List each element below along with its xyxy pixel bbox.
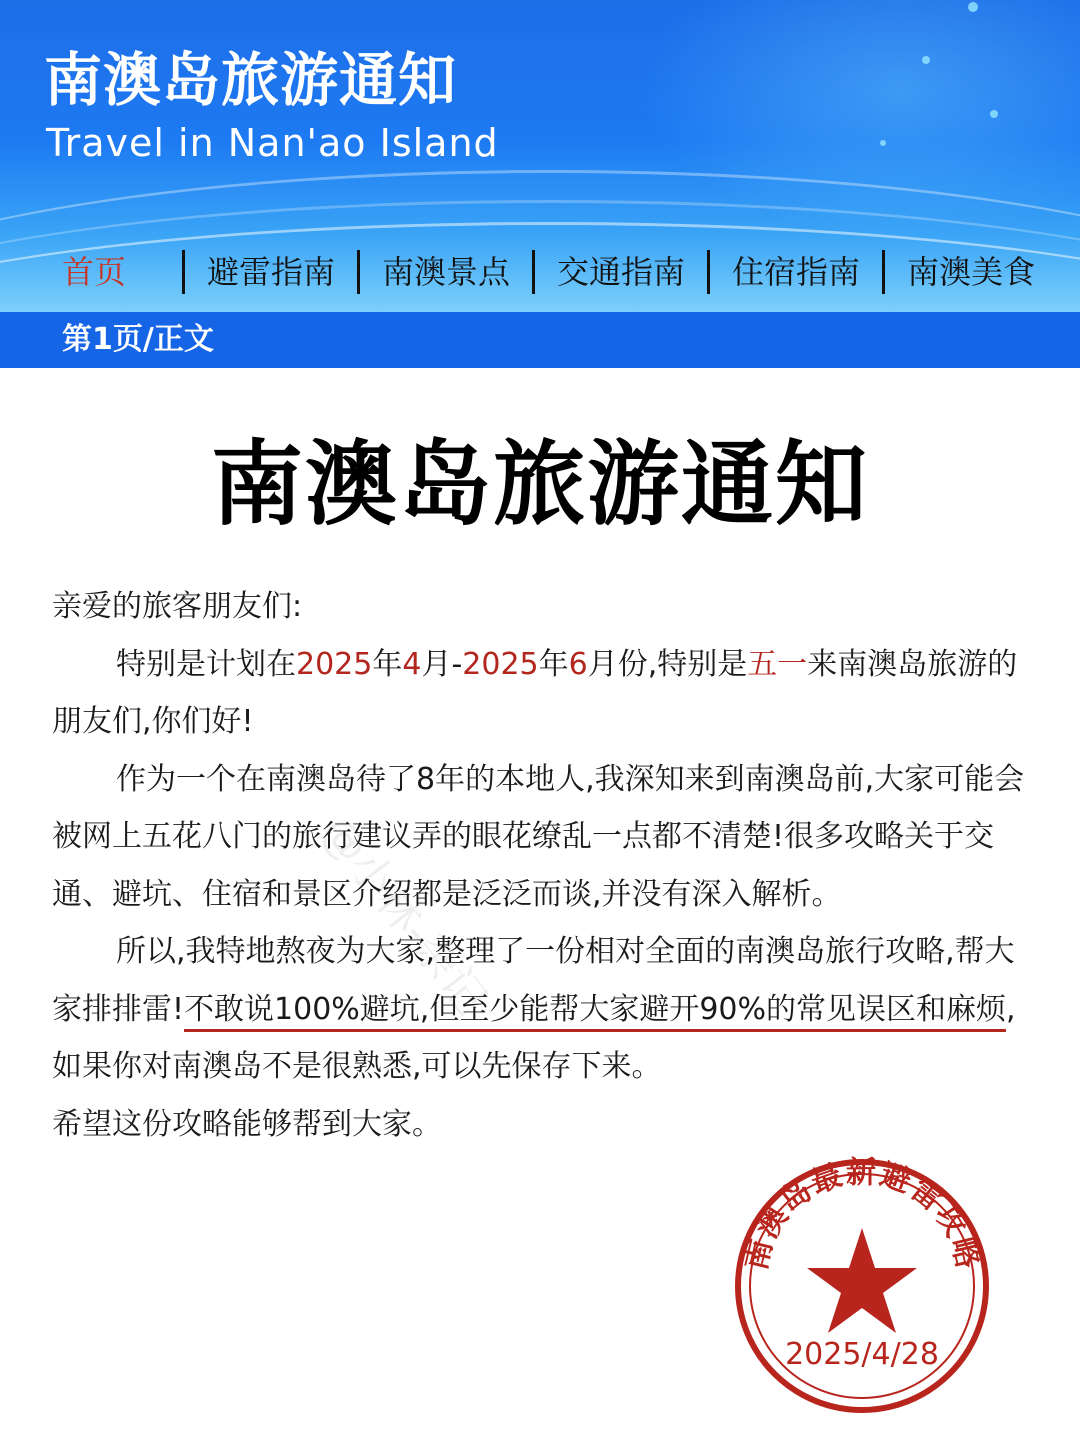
text: 年	[372, 646, 403, 682]
highlight-year: 2025	[296, 646, 373, 682]
header-title: 南澳岛旅游通知	[44, 46, 458, 114]
nav-item-lodging-guide[interactable]: 住宿指南	[732, 253, 861, 291]
nav-item-pitfall-guide[interactable]: 避雷指南	[207, 253, 336, 291]
decor-dot	[922, 56, 930, 64]
top-nav	[0, 244, 1080, 300]
watermark: @小林-杂记	[311, 806, 497, 1025]
stamp-date: 2025/4/28	[785, 1337, 939, 1372]
greeting: 亲爱的旅客朋友们:	[52, 589, 303, 624]
nav-divider	[532, 250, 535, 294]
highlight-month: 4	[402, 646, 422, 682]
nav-item-attractions[interactable]: 南澳景点	[382, 253, 511, 291]
nav-divider	[357, 250, 360, 294]
underlined-text: 不敢说100%避坑,但至少能帮大家避开90%的常见误区和麻烦	[184, 991, 1007, 1027]
nav-item-transport-guide[interactable]: 交通指南	[557, 253, 686, 291]
text: 月份,特别是	[587, 646, 748, 682]
star-icon	[807, 1228, 917, 1333]
highlight-holiday: 五一	[747, 646, 808, 682]
stamp-arc-text: 南澳岛最新避雷攻略	[738, 1156, 986, 1274]
text: 所以,我特地熬夜为大家,整理了一份相对全面的南澳岛旅行攻略,帮大家排排雷!	[52, 934, 1015, 1027]
text: 年	[538, 646, 569, 682]
header-subtitle: Travel in Nan'ao Island	[46, 121, 499, 165]
paragraph-4: 希望这份攻略能够帮到大家。	[52, 1106, 442, 1142]
document-body	[52, 578, 1032, 1153]
breadcrumb	[0, 312, 1080, 368]
text: 月-	[421, 646, 463, 682]
text: 来南澳岛旅游的朋友们,你们好!	[52, 646, 1018, 739]
decor-dot	[990, 110, 998, 118]
decor-dot	[968, 2, 978, 12]
document-title: 南澳岛旅游通知	[210, 431, 869, 538]
nav-item-food[interactable]: 南澳美食	[907, 253, 1036, 291]
highlight-year: 2025	[462, 646, 539, 682]
header-banner	[0, 0, 1080, 312]
nav-divider	[882, 250, 885, 294]
decor-dot	[880, 140, 886, 146]
paragraph-2: 作为一个在南澳岛待了8年的本地人,我深知来到南澳岛前,大家可能会被网上五花八门的旅行建议弄的眼花缭乱一点都不清楚!很多攻略关于交通、避坑、住宿和景区介绍都是泛泛而谈,并没有深入解析。	[52, 761, 1025, 912]
nav-item-home[interactable]: 首页	[62, 253, 127, 291]
nav-divider	[182, 250, 185, 294]
paragraph-3	[52, 923, 1032, 1096]
highlight-month: 6	[568, 646, 588, 682]
paragraph-1	[52, 636, 1032, 751]
red-seal-stamp	[732, 1156, 992, 1416]
text: 特别是计划在	[116, 646, 296, 682]
breadcrumb-text: 第1页/正文	[62, 322, 214, 357]
nav-divider	[707, 250, 710, 294]
text: ,如果你对南澳岛不是很熟悉,可以先保存下来。	[52, 991, 1016, 1084]
